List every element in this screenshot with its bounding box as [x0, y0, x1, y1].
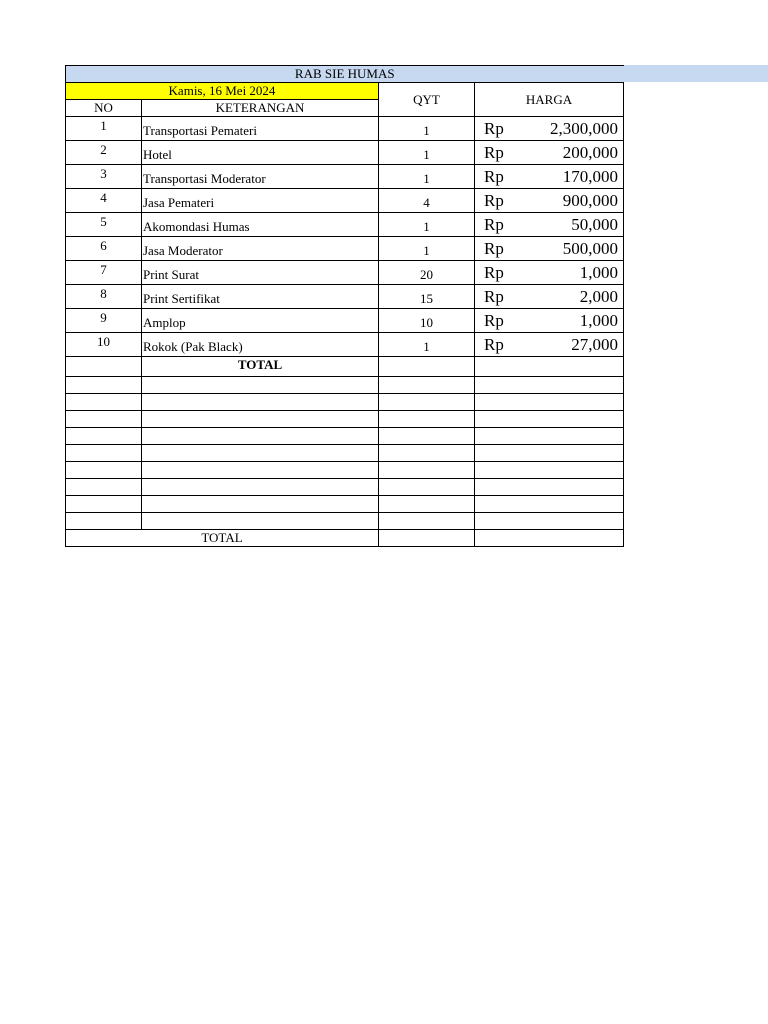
total-harga-cell[interactable]	[475, 357, 624, 377]
row-no[interactable]: 6	[66, 237, 142, 261]
table-row	[66, 261, 624, 285]
row-keterangan[interactable]: Print Sertifikat	[142, 285, 379, 309]
price-amount: 900,000	[562, 190, 618, 210]
empty-row	[66, 496, 624, 513]
table-row	[66, 117, 624, 141]
empty-cell[interactable]	[66, 377, 142, 394]
currency-label: Rp	[484, 310, 504, 330]
currency-label: Rp	[484, 262, 504, 282]
row-harga[interactable]	[475, 117, 624, 141]
price-amount: 50,000	[571, 214, 618, 234]
empty-cell[interactable]	[142, 479, 379, 496]
row-harga[interactable]	[475, 261, 624, 285]
currency-label: Rp	[484, 118, 504, 138]
price-amount: 27,000	[571, 334, 618, 354]
date-cell[interactable]: Kamis, 16 Mei 2024	[66, 83, 379, 100]
row-no[interactable]: 10	[66, 333, 142, 357]
empty-cell[interactable]	[379, 496, 475, 513]
empty-cell[interactable]	[379, 513, 475, 530]
currency-label: Rp	[484, 238, 504, 258]
header-no[interactable]: NO	[66, 100, 142, 117]
row-qty[interactable]: 10	[379, 309, 475, 333]
empty-cell[interactable]	[379, 445, 475, 462]
row-qty[interactable]: 1	[379, 237, 475, 261]
currency-label: Rp	[484, 166, 504, 186]
empty-cell[interactable]	[66, 513, 142, 530]
footer-total-label[interactable]: TOTAL	[66, 530, 379, 547]
total-no-cell[interactable]	[66, 357, 142, 377]
row-keterangan[interactable]: Jasa Pemateri	[142, 189, 379, 213]
price-amount: 2,000	[579, 286, 618, 306]
currency-label: Rp	[484, 142, 504, 162]
total-qty-cell[interactable]	[379, 357, 475, 377]
currency-label: Rp	[484, 286, 504, 306]
row-qty[interactable]: 20	[379, 261, 475, 285]
row-harga[interactable]	[475, 237, 624, 261]
empty-cell[interactable]	[142, 411, 379, 428]
row-no[interactable]: 8	[66, 285, 142, 309]
empty-cell[interactable]	[66, 479, 142, 496]
empty-cell[interactable]	[475, 513, 624, 530]
row-no[interactable]: 7	[66, 261, 142, 285]
footer-total-qty[interactable]	[379, 530, 475, 547]
table-row	[66, 237, 624, 261]
total-label[interactable]: TOTAL	[142, 357, 379, 377]
row-no[interactable]: 1	[66, 117, 142, 141]
header-qty[interactable]: QYT	[379, 83, 475, 117]
table-row	[66, 213, 624, 237]
table-row	[66, 165, 624, 189]
row-no[interactable]: 2	[66, 141, 142, 165]
empty-cell[interactable]	[379, 428, 475, 445]
table-row	[66, 189, 624, 213]
table-row	[66, 285, 624, 309]
row-harga[interactable]	[475, 333, 624, 357]
empty-cell[interactable]	[379, 462, 475, 479]
empty-cell[interactable]	[475, 496, 624, 513]
empty-cell[interactable]	[142, 513, 379, 530]
empty-cell[interactable]	[142, 496, 379, 513]
empty-row	[66, 428, 624, 445]
price-amount: 500,000	[562, 238, 618, 258]
empty-cell[interactable]	[475, 394, 624, 411]
row-qty[interactable]: 4	[379, 189, 475, 213]
empty-cell[interactable]	[475, 462, 624, 479]
empty-row	[66, 411, 624, 428]
currency-label: Rp	[484, 190, 504, 210]
empty-row	[66, 462, 624, 479]
row-harga[interactable]	[475, 189, 624, 213]
price-amount: 1,000	[579, 262, 618, 282]
empty-cell[interactable]	[142, 428, 379, 445]
price-amount: 200,000	[562, 142, 618, 162]
row-keterangan[interactable]: Jasa Moderator	[142, 237, 379, 261]
row-no[interactable]: 5	[66, 213, 142, 237]
empty-cell[interactable]	[142, 377, 379, 394]
row-harga[interactable]	[475, 213, 624, 237]
footer-total-harga[interactable]	[475, 530, 624, 547]
row-harga[interactable]	[475, 141, 624, 165]
empty-cell[interactable]	[475, 377, 624, 394]
empty-cell[interactable]	[142, 394, 379, 411]
currency-label: Rp	[484, 334, 504, 354]
empty-cell[interactable]	[379, 394, 475, 411]
table-row	[66, 333, 624, 357]
row-keterangan[interactable]: Rokok (Pak Black)	[142, 333, 379, 357]
row-qty[interactable]: 15	[379, 285, 475, 309]
empty-cell[interactable]	[142, 462, 379, 479]
table-row	[66, 141, 624, 165]
row-harga[interactable]	[475, 285, 624, 309]
empty-cell[interactable]	[379, 479, 475, 496]
row-qty[interactable]: 1	[379, 213, 475, 237]
empty-row	[66, 445, 624, 462]
empty-cell[interactable]	[142, 445, 379, 462]
empty-cell[interactable]	[66, 462, 142, 479]
table-row	[66, 309, 624, 333]
row-keterangan[interactable]: Transportasi Moderator	[142, 165, 379, 189]
row-no[interactable]: 4	[66, 189, 142, 213]
row-no[interactable]: 3	[66, 165, 142, 189]
row-keterangan[interactable]: Amplop	[142, 309, 379, 333]
row-keterangan[interactable]: Print Surat	[142, 261, 379, 285]
currency-label: Rp	[484, 214, 504, 234]
empty-cell[interactable]	[66, 394, 142, 411]
empty-cell[interactable]	[475, 479, 624, 496]
header-keterangan[interactable]: KETERANGAN	[142, 100, 379, 117]
row-qty[interactable]: 1	[379, 333, 475, 357]
empty-cell[interactable]	[379, 377, 475, 394]
price-amount: 2,300,000	[550, 118, 618, 138]
empty-row	[66, 479, 624, 496]
empty-cell[interactable]	[66, 496, 142, 513]
row-keterangan[interactable]: Hotel	[142, 141, 379, 165]
row-harga[interactable]	[475, 165, 624, 189]
header-harga[interactable]: HARGA	[475, 83, 624, 117]
budget-table	[65, 65, 624, 547]
row-qty[interactable]: 1	[379, 165, 475, 189]
row-keterangan[interactable]: Akomondasi Humas	[142, 213, 379, 237]
empty-row	[66, 394, 624, 411]
sheet-title[interactable]: RAB SIE HUMAS	[66, 66, 624, 83]
empty-cell[interactable]	[475, 445, 624, 462]
row-qty[interactable]: 1	[379, 117, 475, 141]
price-amount: 170,000	[562, 166, 618, 186]
empty-cell[interactable]	[66, 428, 142, 445]
empty-cell[interactable]	[379, 411, 475, 428]
empty-row	[66, 513, 624, 530]
row-qty[interactable]: 1	[379, 141, 475, 165]
row-no[interactable]: 9	[66, 309, 142, 333]
row-harga[interactable]	[475, 309, 624, 333]
empty-cell[interactable]	[66, 445, 142, 462]
empty-cell[interactable]	[475, 428, 624, 445]
empty-cell[interactable]	[475, 411, 624, 428]
empty-cell[interactable]	[66, 411, 142, 428]
row-keterangan[interactable]: Transportasi Pemateri	[142, 117, 379, 141]
price-amount: 1,000	[579, 310, 618, 330]
empty-row	[66, 377, 624, 394]
